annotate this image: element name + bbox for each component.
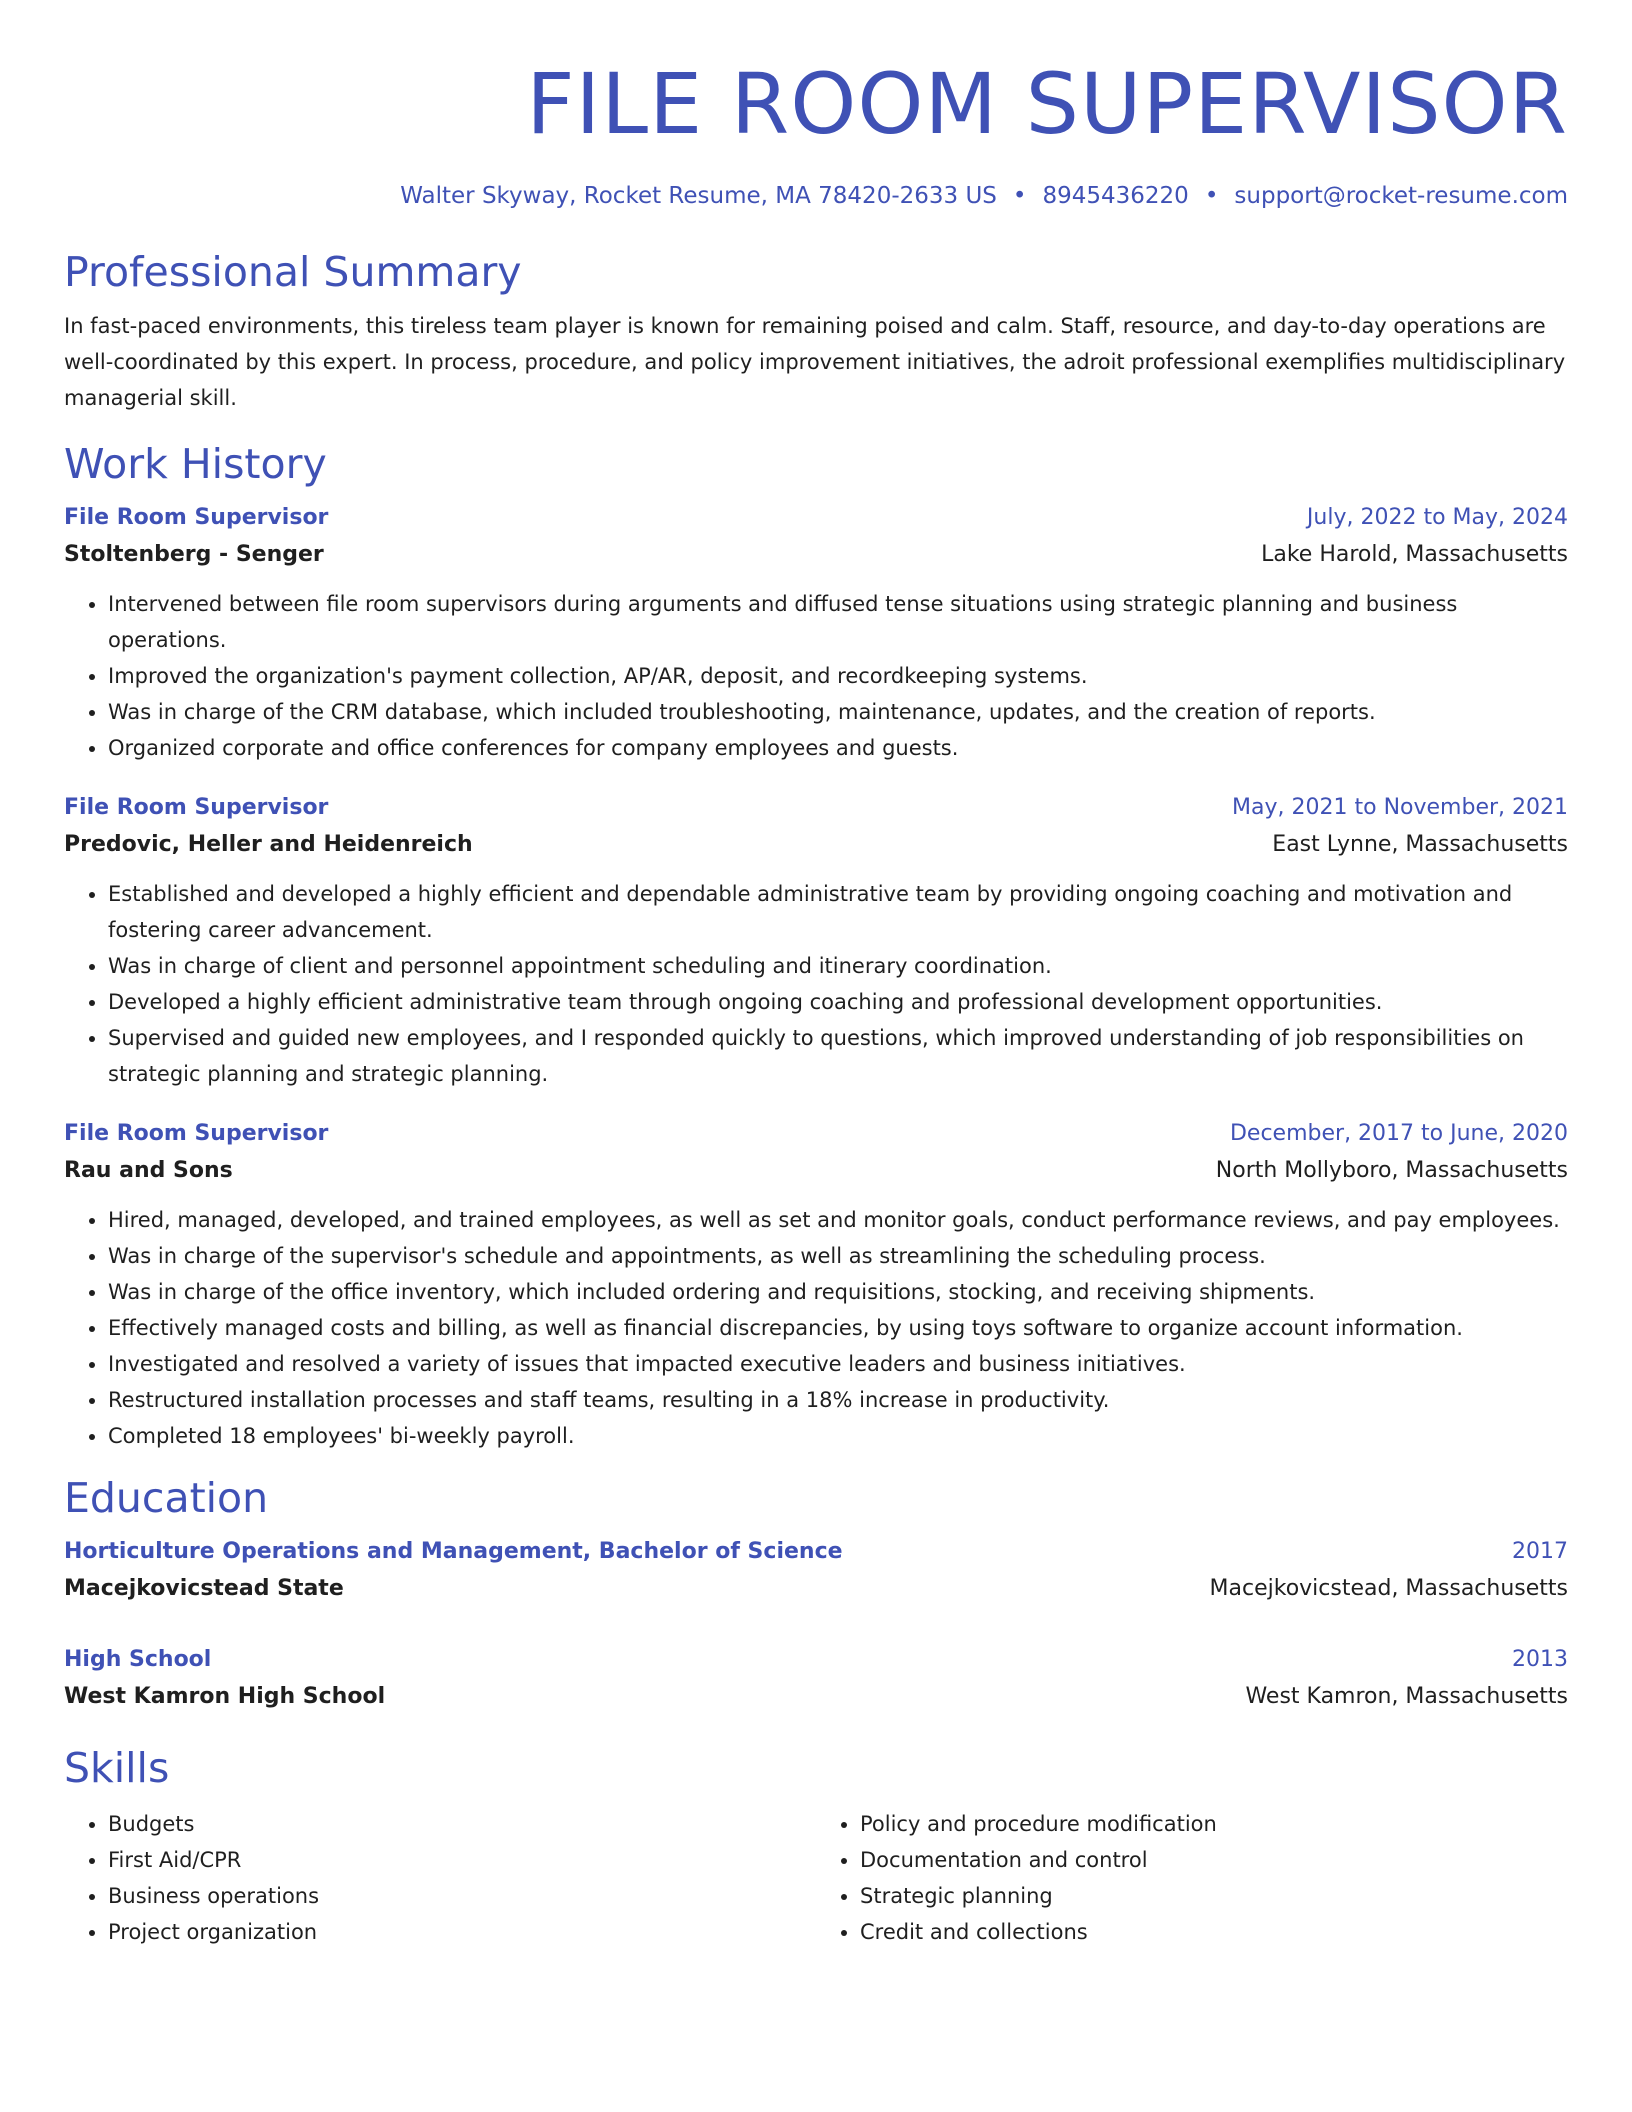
job-location: Lake Harold, Massachusetts (1261, 542, 1568, 567)
work-history-section (64, 438, 1568, 1454)
job-entry (64, 1116, 1568, 1454)
job-bullet: • Organized corporate and office conferences for company employees and guests. (108, 730, 1568, 766)
job-bullet: • Was in charge of the CRM database, which included troubleshooting, maintenance, updates, and the creation of reports. (108, 694, 1568, 730)
education-degree: High School (64, 1647, 212, 1672)
job-dates: December, 2017 to June, 2020 (1229, 1121, 1568, 1146)
job-bullet: • Developed a highly efficient administrative team through ongoing coaching and professional development opportunities. (108, 984, 1568, 1020)
skill-item: • First Aid/CPR (108, 1842, 816, 1878)
skill-item: • Strategic planning (860, 1878, 1568, 1914)
summary-text: In fast-paced environments, this tireless team player is known for remaining poised and calm. Staff, resource, and day-to-day operations are well-coordinated by this expert. In process, procedure, and policy improvement initiatives, the adroit professional exemplifies multidisciplinary managerial skill. (64, 314, 1566, 410)
skill-item: • Project organization (108, 1914, 816, 1950)
education-heading: Education (64, 1474, 269, 1522)
skill-item: • Credit and collections (860, 1914, 1568, 1950)
resume-title: FILE ROOM SUPERVISOR (526, 55, 1568, 153)
job-bullet: • Was in charge of the office inventory, which included ordering and requisitions, stocking, and receiving shipments. (108, 1274, 1568, 1310)
contact-phone: 8945436220 (1042, 183, 1189, 209)
skill-item: • Business operations (108, 1878, 816, 1914)
job-bullet: • Was in charge of the supervisor's schedule and appointments, as well as streamlining the scheduling process. (108, 1238, 1568, 1274)
job-bullet: • Supervised and guided new employees, and I responded quickly to questions, which improved understanding of job responsibilities on strategic planning and strategic planning. (108, 1020, 1568, 1092)
job-bullet: • Completed 18 employees' bi-weekly payroll. (108, 1418, 1568, 1454)
education-entry (64, 1534, 1568, 1608)
education-location: Macejkovicstead, Massachusetts (1209, 1576, 1568, 1601)
summary-heading: Professional Summary (64, 248, 522, 296)
summary-section (64, 246, 1568, 416)
job-title: File Room Supervisor (64, 795, 329, 820)
education-location: West Kamron, Massachusetts (1245, 1684, 1568, 1709)
job-bullet: • Established and developed a highly efficient and dependable administrative team by providing ongoing coaching and motivation and fostering career advancement. (108, 876, 1568, 948)
education-year: 2013 (1512, 1647, 1568, 1672)
contact-line (64, 180, 1568, 212)
job-company: Rau and Sons (64, 1158, 233, 1183)
job-company: Predovic, Heller and Heidenreich (64, 832, 473, 857)
job-bullet: • Was in charge of client and personnel appointment scheduling and itinerary coordination. (108, 948, 1568, 984)
job-bullet: • Restructured installation processes and staff teams, resulting in a 18% increase in productivity. (108, 1382, 1568, 1418)
job-entry (64, 790, 1568, 1092)
job-dates: July, 2022 to May, 2024 (1306, 505, 1568, 530)
job-title: File Room Supervisor (64, 505, 329, 530)
job-bullets (64, 876, 1568, 1092)
contact-address: Walter Skyway, Rocket Resume, MA 78420-2633 US (400, 183, 997, 209)
skills-heading: Skills (64, 1744, 170, 1792)
education-school: West Kamron High School (64, 1684, 386, 1709)
job-title: File Room Supervisor (64, 1121, 329, 1146)
resume-page (64, 0, 1568, 1950)
job-company: Stoltenberg - Senger (64, 542, 324, 567)
job-bullet: • Hired, managed, developed, and trained employees, as well as set and monitor goals, conduct performance reviews, and pay employees. (108, 1202, 1568, 1238)
education-school: Macejkovicstead State (64, 1576, 344, 1601)
contact-email[interactable]: support@rocket-resume.com (1234, 183, 1568, 209)
job-bullet: • Effectively managed costs and billing, as well as financial discrepancies, by using toys software to organize account information. (108, 1310, 1568, 1346)
job-entry (64, 500, 1568, 766)
job-bullet: • Improved the organization's payment collection, AP/AR, deposit, and recordkeeping systems. (108, 658, 1568, 694)
contact-separator: • (1204, 183, 1219, 209)
skills-section (64, 1742, 1568, 1950)
job-bullet: • Investigated and resolved a variety of issues that impacted executive leaders and business initiatives. (108, 1346, 1568, 1382)
contact-separator: • (1012, 183, 1027, 209)
skill-item: • Documentation and control (860, 1842, 1568, 1878)
education-degree: Horticulture Operations and Management, Bachelor of Science (64, 1539, 843, 1564)
job-location: East Lynne, Massachusetts (1272, 832, 1568, 857)
skills-list-left (64, 1806, 816, 1950)
job-bullets (64, 1202, 1568, 1454)
education-section (64, 1472, 1568, 1716)
skill-item: • Policy and procedure modification (860, 1806, 1568, 1842)
education-entry (64, 1642, 1568, 1716)
job-dates: May, 2021 to November, 2021 (1232, 795, 1568, 820)
work-history-heading: Work History (64, 440, 327, 488)
education-year: 2017 (1512, 1539, 1568, 1564)
skill-item: • Budgets (108, 1806, 816, 1842)
job-bullets (64, 586, 1568, 766)
job-location: North Mollyboro, Massachusetts (1215, 1158, 1568, 1183)
skills-columns (64, 1794, 1568, 1950)
job-bullet: • Intervened between file room supervisors during arguments and diffused tense situations using strategic planning and business operations. (108, 586, 1568, 658)
skills-list-right (816, 1806, 1568, 1950)
